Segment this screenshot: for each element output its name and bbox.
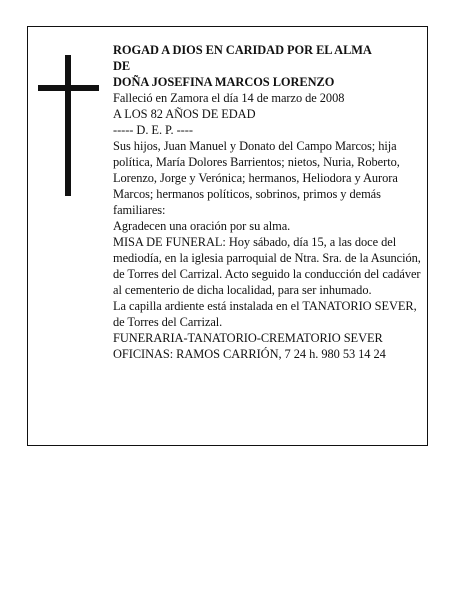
notice-text	[113, 42, 425, 362]
funeral-home-line: FUNERARIA-TANATORIO-CREMATORIO SEVER	[113, 331, 383, 345]
cross-horizontal-bar	[38, 85, 99, 91]
mass-text: MISA DE FUNERAL: Hoy sábado, día 15, a las doce del mediodía, en la iglesia parroquial de Ntra. Sra. de la Asunción, de Torres del Carrizal. Acto seguido la conducción del cadáver al cementerio de dicha localidad, para ser inhumado.	[113, 235, 421, 297]
deceased-name: DOÑA JOSEFINA MARCOS LORENZO	[113, 75, 335, 89]
offices-line: OFICINAS: RAMOS CARRIÓN, 7 24 h. 980 53 14 24	[113, 347, 386, 361]
thanks-line: Agradecen una oración por su alma.	[113, 219, 291, 233]
dep-line: ----- D. E. P. ----	[113, 123, 193, 137]
heading-line-2: DE	[113, 59, 131, 73]
cross-vertical-bar	[65, 55, 71, 196]
died-line: Falleció en Zamora el día 14 de marzo de 2008	[113, 91, 345, 105]
heading-line-1: ROGAD A DIOS EN CARIDAD POR EL ALMA	[113, 43, 372, 57]
chapel-text: La capilla ardiente está instalada en el TANATORIO SEVER, de Torres del Carrizal.	[113, 299, 417, 329]
age-line: A LOS 82 AÑOS DE EDAD	[113, 107, 256, 121]
obituary-notice	[27, 26, 428, 446]
family-text: Sus hijos, Juan Manuel y Donato del Campo Marcos; hija política, María Dolores Barrientos; nietos, Nuria, Roberto, Lorenzo, Jorge y Verónica; hermanos, Heliodora y Aurora Marcos; hermanos políticos, sobrinos, primos y demás familiares:	[113, 139, 400, 217]
